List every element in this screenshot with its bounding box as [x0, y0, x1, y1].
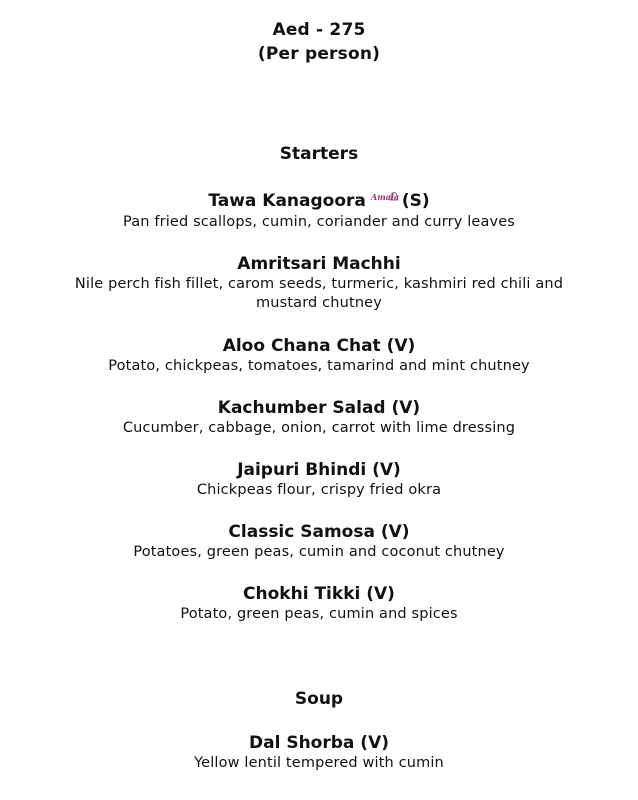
dish-tag: (S) [401, 191, 430, 211]
dish-description: Potatoes, green peas, cumin and coconut chutney [133, 544, 505, 560]
dish-name-jaipuri-bhindi: Jaipuri Bhindi (V) [237, 460, 401, 480]
dish-name-classic-samosa: Classic Samosa (V) [228, 522, 410, 542]
dish-description: Cucumber, cabbage, onion, carrot with lime dressing [122, 420, 516, 436]
dish-description: Potato, green peas, cumin and spices [180, 606, 458, 622]
dish-description: Yellow lentil tempered with cumin [194, 755, 444, 771]
dish-description: mustard chutney [256, 295, 382, 311]
section-title-starters: Starters [279, 144, 359, 164]
section-title-soup: Soup [294, 689, 344, 709]
dish-name-dal-shorba: Dal Shorba (V) [249, 733, 389, 753]
dish-name-chokhi-tikki: Chokhi Tikki (V) [243, 584, 395, 604]
dish-name-kachumber-salad: Kachumber Salad (V) [217, 398, 421, 418]
dish-description: Chickpeas flour, crispy fried okra [196, 482, 442, 498]
menu-price: Aed - 275 [272, 20, 366, 40]
dish-description: Potato, chickpeas, tomatoes, tamarind and mint chutney [108, 358, 530, 374]
dish-name-aloo-chana-chat: Aloo Chana Chat (V) [222, 336, 416, 356]
amala-logo-icon [370, 188, 400, 208]
dish-name-tawa-kanagoora [0, 191, 638, 211]
dish-name-text: Tawa Kanagoora [208, 191, 366, 211]
dish-description: Pan fried scallops, cumin, coriander and curry leaves [122, 214, 515, 230]
per-person-note: (Per person) [257, 44, 381, 64]
dish-description: Nile perch fish fillet, carom seeds, turmeric, kashmiri red chili and [74, 276, 564, 292]
dish-name-amritsari-machhi: Amritsari Machhi [237, 254, 401, 274]
svg-text:Amala: Amala [370, 192, 399, 202]
